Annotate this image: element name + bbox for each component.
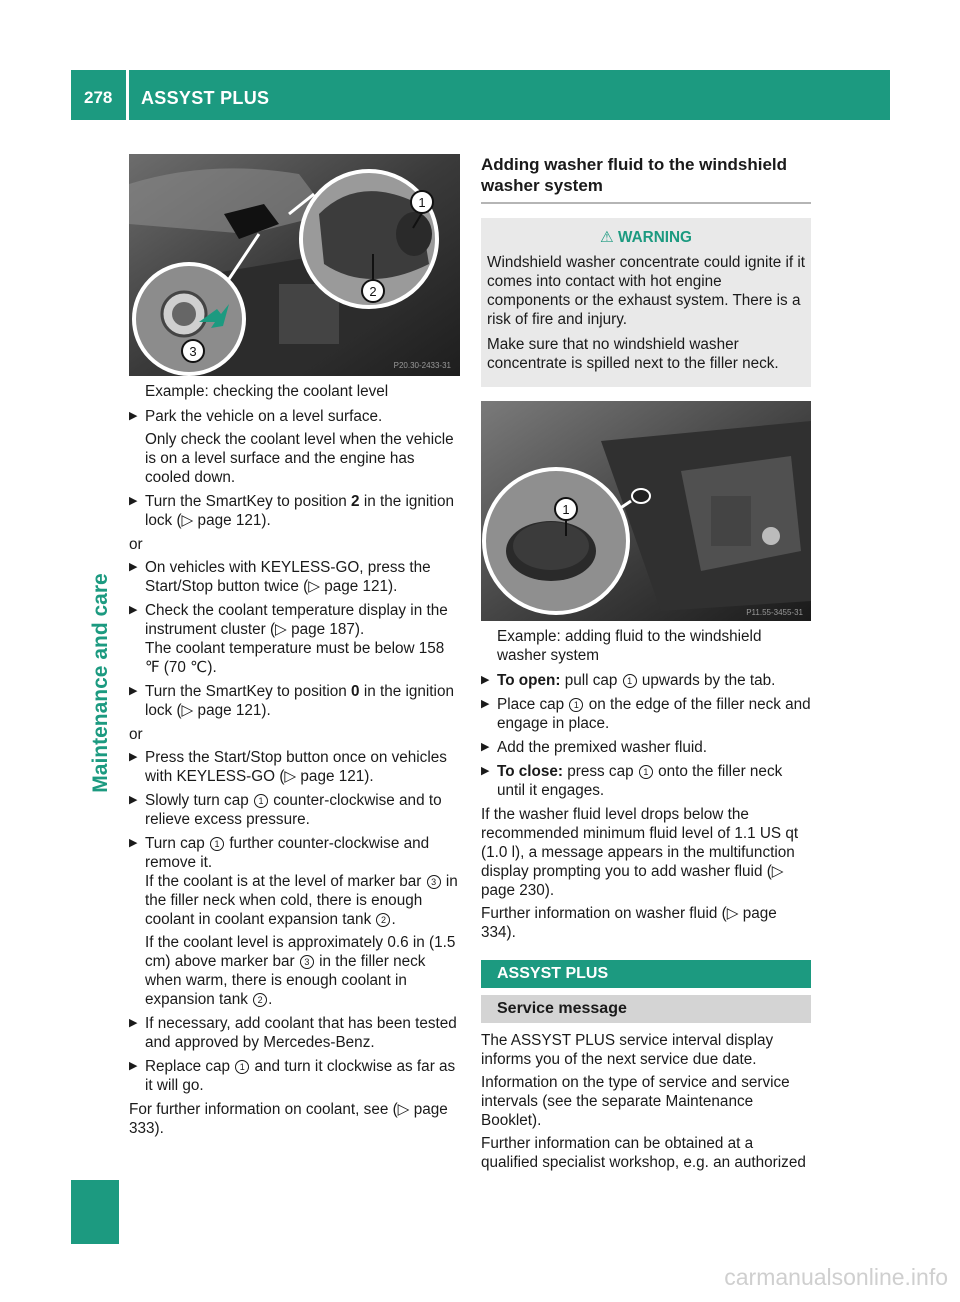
step-text: If necessary, add coolant that has been tested and approved by Mercedes-Benz. xyxy=(145,1015,457,1051)
or-separator: or xyxy=(129,726,143,743)
warning-text: Make sure that no windshield washer concentrate is spilled next to the filler neck. xyxy=(487,336,779,372)
instruction-step xyxy=(481,762,811,800)
instruction-step xyxy=(481,738,811,757)
step-arrow-icon: ▶ xyxy=(129,685,138,697)
image-code: P11.55-3455-31 xyxy=(746,608,803,617)
step-text: Turn the SmartKey to position xyxy=(145,683,347,700)
note-text: in the filler neck when cold, there is enough coolant in coolant expansion tank xyxy=(145,873,458,928)
instruction-step xyxy=(129,748,460,786)
position-value: 0 xyxy=(351,683,360,700)
step-arrow-icon: ▶ xyxy=(129,495,138,507)
step-text: upwards by the tab. xyxy=(641,672,776,689)
instruction-step xyxy=(129,1014,460,1052)
instruction-step xyxy=(129,682,460,720)
warning-title xyxy=(487,228,805,247)
instruction-step xyxy=(129,407,460,487)
instruction-step xyxy=(481,671,811,690)
body-paragraph: Further information on washer fluid (▷ page 334). xyxy=(481,905,777,941)
instruction-step xyxy=(129,558,460,596)
step-arrow-icon: ▶ xyxy=(481,674,490,686)
step-text: further counter-clockwise and remove it. xyxy=(145,835,430,871)
step-text: pull cap xyxy=(564,672,618,689)
marker-2-icon: 2 xyxy=(376,913,390,927)
body-paragraph: Further information can be obtained at a qualified specialist workshop, e.g. an authorized xyxy=(481,1135,806,1171)
body-paragraph: If the washer fluid level drops below the recommended minimum fluid level of 1.1 US qt (1.0 l), a message appears in the multifunction display prompting you to add washer fluid (▷ page 230). xyxy=(481,806,799,899)
warning-icon: ⚠ xyxy=(600,229,614,246)
step-text: counter-clockwise and to relieve excess pressure. xyxy=(145,792,442,828)
marker-1-callout: 1 xyxy=(562,502,570,517)
instruction-step xyxy=(129,791,460,829)
footer xyxy=(0,1262,960,1302)
note-text: If the coolant is at the level of marker bar xyxy=(145,873,422,890)
body-paragraph: Information on the type of service and service intervals (see the separate Maintenance Booklet). xyxy=(481,1074,790,1129)
step-text: in the ignition lock (▷ page 121). xyxy=(145,683,454,719)
header-divider xyxy=(126,70,129,120)
step-note: If the coolant level is approximately 0.6 in (1.5 cm) above marker bar 3 in the filler neck when warm, there is enough coolant in expansion tank 2 . xyxy=(145,934,456,1008)
step-text: Check the coolant temperature display in the instrument cluster (▷ page 187). xyxy=(145,602,448,638)
marker-1-icon: 1 xyxy=(210,837,224,851)
step-arrow-icon: ▶ xyxy=(129,751,138,763)
side-label xyxy=(86,540,116,1040)
figure-caption: Example: checking the coolant level xyxy=(145,383,389,400)
step-note: Only check the coolant level when the vehicle is on a level surface and the engine has cooled down. xyxy=(145,431,454,486)
step-text: Turn cap xyxy=(145,835,205,852)
step-text: On vehicles with KEYLESS-GO, press the Start/Stop button twice (▷ page 121). xyxy=(145,559,431,595)
marker-2-icon: 2 xyxy=(253,993,267,1007)
subsection-bar: Service message xyxy=(481,995,811,1023)
marker-3-callout: 3 xyxy=(189,344,197,359)
step-text: on the edge of the filler neck and engage in place. xyxy=(497,696,811,732)
instruction-step xyxy=(129,601,460,677)
left-column xyxy=(129,154,460,1142)
step-text: Replace cap xyxy=(145,1058,231,1075)
step-text: Place cap xyxy=(497,696,565,713)
instruction-step xyxy=(129,834,460,1009)
right-column xyxy=(481,154,811,1176)
marker-1-icon: 1 xyxy=(623,674,637,688)
warning-text: Windshield washer concentrate could ignite if it comes into contact with hot engine components or the exhaust system. There is a risk of fire and injury. xyxy=(487,254,806,328)
footer-watermark: carmanualsonline.info xyxy=(724,1264,948,1290)
marker-1-icon: 1 xyxy=(569,698,583,712)
step-arrow-icon: ▶ xyxy=(481,741,490,753)
further-info: For further information on coolant, see (▷ page 333). xyxy=(129,1101,448,1137)
step-text: Press the Start/Stop button once on vehicles with KEYLESS-GO (▷ page 121). xyxy=(145,749,447,785)
step-label: To close: xyxy=(497,763,564,780)
note-text: in the filler neck when warm, there is enough coolant in expansion tank xyxy=(145,953,426,1008)
page-number: 278 xyxy=(84,88,113,107)
marker-1-icon: 1 xyxy=(639,765,653,779)
step-text: Park the vehicle on a level surface. xyxy=(145,408,383,425)
step-text: and turn it clockwise as far as it will go. xyxy=(145,1058,456,1094)
note-text: If the coolant level is approximately 0.6 in (1.5 cm) above marker bar xyxy=(145,934,456,970)
warning-label: WARNING xyxy=(618,229,692,246)
step-arrow-icon: ▶ xyxy=(129,604,138,616)
step-arrow-icon: ▶ xyxy=(129,1060,138,1072)
step-text: onto the filler neck until it engages. xyxy=(497,763,783,799)
step-text: Turn the SmartKey to position xyxy=(145,493,347,510)
washer-fluid-photo xyxy=(481,401,811,621)
step-arrow-icon: ▶ xyxy=(129,561,138,573)
position-value: 2 xyxy=(351,493,360,510)
instruction-step xyxy=(129,1057,460,1095)
figure-caption: Example: adding fluid to the windshield washer system xyxy=(497,628,762,664)
page-title: ASSYST PLUS xyxy=(141,88,270,108)
step-arrow-icon: ▶ xyxy=(481,765,490,777)
step-arrow-icon: ▶ xyxy=(481,698,490,710)
instruction-step xyxy=(129,492,460,530)
section-heading: Adding washer fluid to the windshield washer system xyxy=(481,154,811,204)
image-code: P20.30-2433-31 xyxy=(393,361,451,370)
marker-1-callout: 1 xyxy=(418,195,426,210)
step-text: Slowly turn cap xyxy=(145,792,249,809)
marker-3-icon: 3 xyxy=(300,955,314,969)
coolant-photo xyxy=(129,154,460,376)
step-arrow-icon: ▶ xyxy=(129,410,138,422)
instruction-step xyxy=(481,695,811,733)
marker-2-callout: 2 xyxy=(369,284,377,299)
warning-box xyxy=(481,218,811,387)
step-arrow-icon: ▶ xyxy=(129,1017,138,1029)
step-arrow-icon: ▶ xyxy=(129,794,138,806)
body-paragraph: The ASSYST PLUS service interval display informs you of the next service due date. xyxy=(481,1032,774,1068)
section-bar: ASSYST PLUS xyxy=(481,960,811,988)
step-arrow-icon: ▶ xyxy=(129,837,138,849)
step-text: Add the premixed washer fluid. xyxy=(497,739,708,756)
marker-3-icon: 3 xyxy=(427,875,441,889)
step-text: in the ignition lock (▷ page 121). xyxy=(145,493,454,529)
step-text: press cap xyxy=(567,763,634,780)
step-note: If the coolant is at the level of marker bar 3 in the filler neck when cold, there is enough coolant in coolant expansion tank 2 . xyxy=(145,873,458,928)
side-label-text: Maintenance and care xyxy=(89,573,112,793)
marker-1-icon: 1 xyxy=(254,794,268,808)
marker-1-icon: 1 xyxy=(235,1060,249,1074)
step-note: The coolant temperature must be below 158 ℉ (70 ℃). xyxy=(145,640,445,676)
step-label: To open: xyxy=(497,672,561,689)
or-separator: or xyxy=(129,536,143,553)
side-tab xyxy=(71,1180,119,1244)
